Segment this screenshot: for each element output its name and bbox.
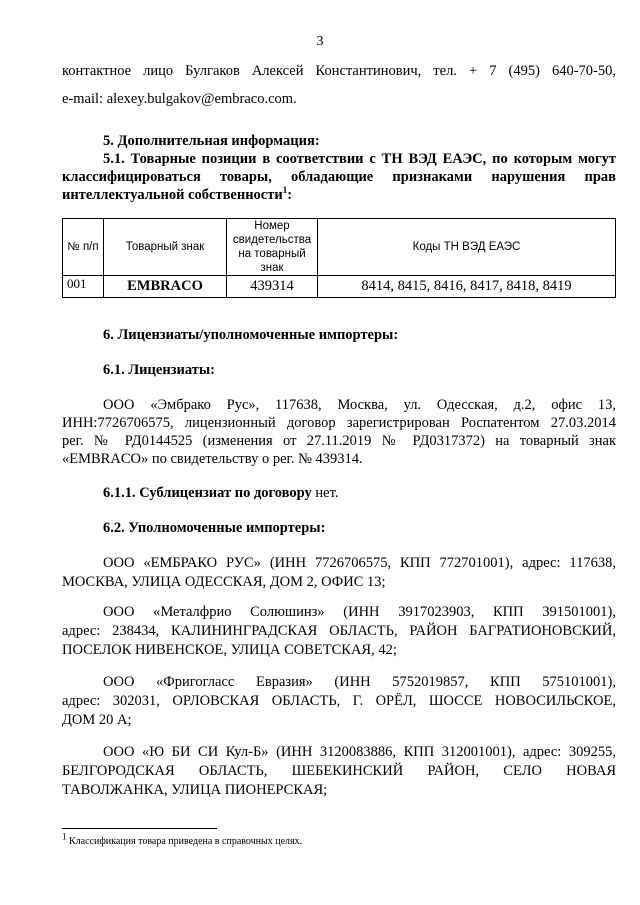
importer-line: ООО «Ю БИ СИ Кул-Б» (ИНН 3120083886, КПП 312001001), адрес: 309255, bbox=[103, 744, 616, 760]
section-5-1-text: интеллектуальной собственности bbox=[62, 187, 283, 203]
importer-line: ООО «ЕМБРАКО РУС» (ИНН 7726706575, КПП 772701001), адрес: 117638, bbox=[103, 555, 616, 571]
section-5-heading: 5. Дополнительная информация: bbox=[103, 133, 320, 149]
licensee-line: «EMBRACO» по свидетельству о рег. № 439314. bbox=[62, 451, 363, 467]
footnote-divider bbox=[62, 828, 217, 829]
sublicense-value: нет. bbox=[315, 485, 339, 501]
section-5-1-line-2: классифицироваться товары, обладающие признаками нарушения прав bbox=[62, 169, 616, 185]
table-header-cell: Номер свидетельства на товарный знак bbox=[227, 219, 318, 276]
table-header-cell: Коды ТН ВЭД ЕАЭС bbox=[318, 219, 616, 276]
contact-line-2: e-mail: alexey.bulgakov@embraco.com. bbox=[62, 91, 297, 107]
licensees-heading: 6.1. Лицензиаты: bbox=[103, 362, 216, 378]
table-cell: 8414, 8415, 8416, 8417, 8418, 8419 bbox=[318, 276, 616, 298]
sublicense-line bbox=[103, 483, 616, 503]
table-cell: EMBRACO bbox=[104, 276, 227, 298]
importer-line: адрес: 238434, КАЛИНИНГРАДСКАЯ ОБЛАСТЬ, РАЙОН БАГРАТИОНОВСКИЙ, bbox=[62, 623, 616, 639]
section-5-1-colon: : bbox=[287, 187, 293, 203]
importer-line: ПОСЕЛОК НИВЕНСКОЕ, УЛИЦА СОВЕТСКАЯ, 42; bbox=[62, 642, 397, 658]
importer-line: ООО «Фригогласс Евразия» (ИНН 5752019857, КПП 575101001), bbox=[103, 674, 616, 690]
section-6-heading: 6. Лицензиаты/уполномоченные импортеры: bbox=[103, 327, 399, 343]
table-header-cell: № п/п bbox=[63, 219, 104, 276]
contact-line-1: контактное лицо Булгаков Алексей Константинович, тел. + 7 (495) 640-70-50, bbox=[62, 63, 616, 79]
table-header-row bbox=[63, 219, 616, 276]
importer-line: ДОМ 20 А; bbox=[62, 712, 132, 728]
section-5-1-line-3 bbox=[62, 185, 616, 205]
importers-heading: 6.2. Уполномоченные импортеры: bbox=[103, 520, 326, 536]
footnote bbox=[62, 831, 303, 847]
importer-line: ООО «Металфрио Солюшинз» (ИНН 3917023903, КПП 391501001), bbox=[103, 604, 616, 620]
trademark-table bbox=[62, 218, 616, 298]
licensee-line: ИНН:7726706575, лицензионный договор зарегистрирован Роспатентом 27.03.2014 bbox=[62, 415, 616, 431]
table-cell: 439314 bbox=[227, 276, 318, 298]
sublicense-label: 6.1.1. Сублицензиат по договору bbox=[103, 485, 312, 501]
importer-line: МОСКВА, УЛИЦА ОДЕССКАЯ, ДОМ 2, ОФИС 13; bbox=[62, 574, 386, 590]
footnote-marker: 1 bbox=[62, 831, 67, 842]
licensee-line: ООО «Эмбрако Рус», 117638, Москва, ул. Одесская, д.2, офис 13, bbox=[103, 397, 616, 413]
footnote-text: Классификация товара приведена в справочных целях. bbox=[69, 836, 303, 847]
table-row bbox=[63, 276, 616, 298]
footnote-ref: 1 bbox=[282, 185, 288, 196]
table-cell: 001 bbox=[63, 276, 104, 298]
section-5-1-line-1: 5.1. Товарные позиции в соответствии с ТН ВЭД ЕАЭС, по которым могут bbox=[103, 151, 616, 167]
importer-line: адрес: 302031, ОРЛОВСКАЯ ОБЛАСТЬ, Г. ОРЁЛ, ШОССЕ НОВОСИЛЬСКОЕ, bbox=[62, 693, 616, 709]
importer-line: БЕЛГОРОДСКАЯ ОБЛАСТЬ, ШЕБЕКИНСКИЙ РАЙОН, СЕЛО НОВАЯ bbox=[62, 763, 616, 779]
table-header-cell: Товарный знак bbox=[104, 219, 227, 276]
licensee-line: рег. № РД0144525 (изменения от 27.11.2019 № РД0317372) на товарный знак bbox=[62, 433, 616, 449]
importer-line: ТАВОЛЖАНКА, УЛИЦА ПИОНЕРСКАЯ; bbox=[62, 782, 328, 798]
page-number: 3 bbox=[316, 34, 324, 49]
